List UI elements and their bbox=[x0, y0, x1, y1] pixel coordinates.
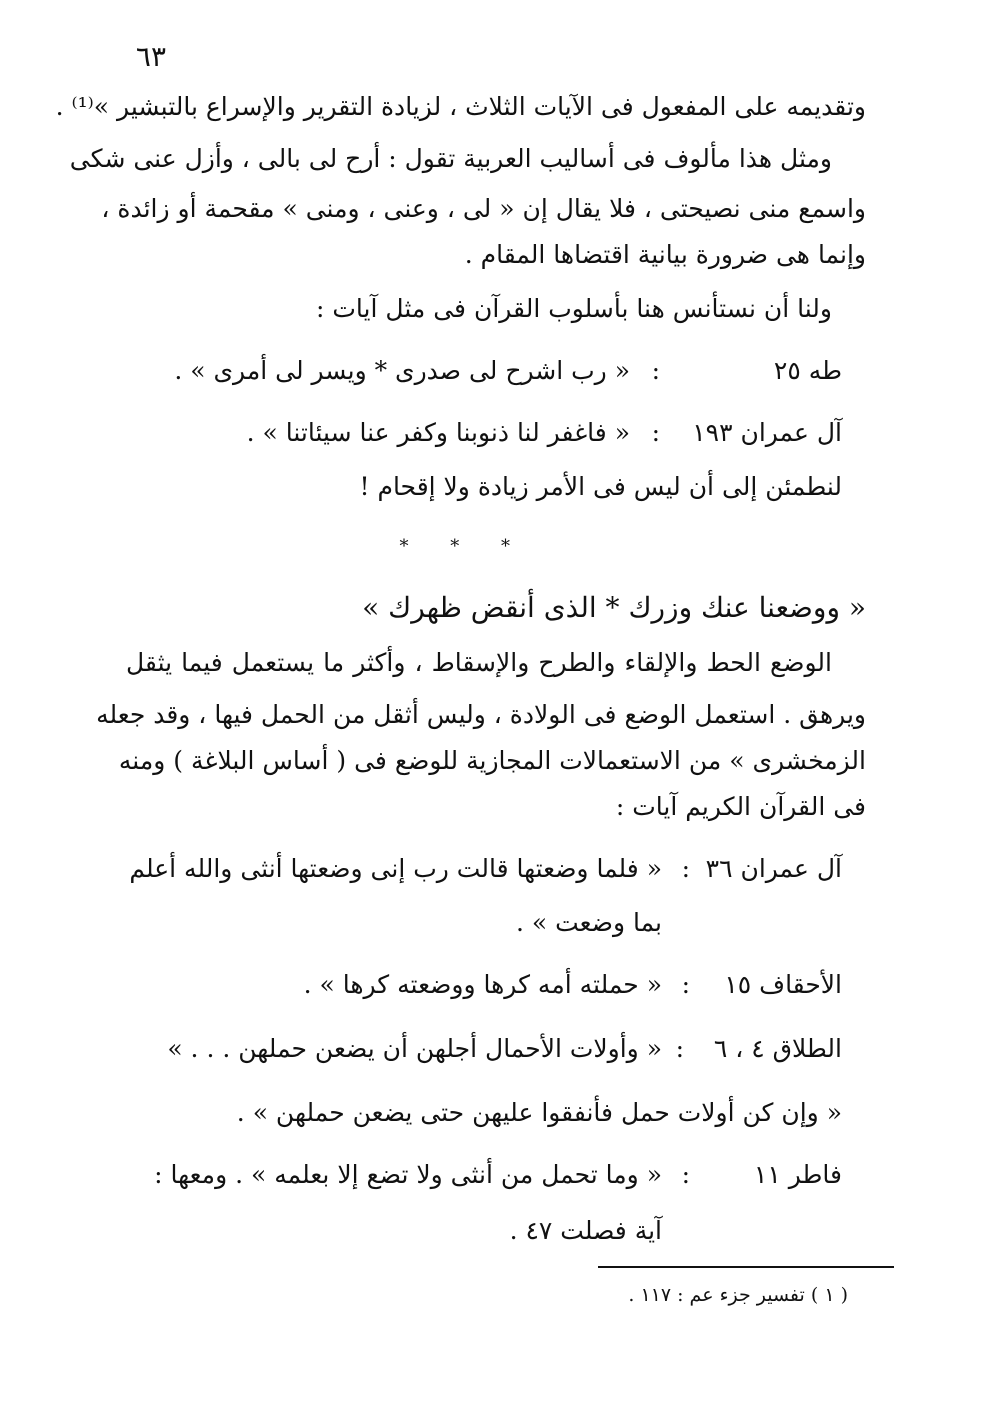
verse-continuation: آية فصلت ٤٧ . bbox=[509, 1216, 662, 1245]
verse-reference: الأحقاف ١٥ bbox=[724, 970, 842, 999]
footnote: ( ١ ) تفسير جزء عم : ١١٧ . bbox=[628, 1284, 848, 1306]
verse-reference: آل عمران ١٩٣ bbox=[692, 418, 842, 447]
verse-separator: : bbox=[651, 418, 660, 447]
paragraph-line: وإنما هى ضرورة بيانية اقتضاها المقام . bbox=[464, 240, 866, 269]
page-number: ٦٣ bbox=[135, 40, 166, 73]
verse-text: « حملته أمه كرها ووضعته كرها » . bbox=[303, 970, 662, 999]
paragraph-line: لنطمئن إلى أن ليس فى الأمر زيادة ولا إقحام ! bbox=[359, 472, 842, 501]
verse-text: « رب اشرح لى صدرى * ويسر لى أمرى » . bbox=[174, 356, 630, 385]
verse-text: « فاغفر لنا ذنوبنا وكفر عنا سيئاتنا » . bbox=[246, 418, 630, 447]
paragraph-line: ولنا أن نستأنس هنا بأسلوب القرآن فى مثل آيات : bbox=[316, 294, 832, 323]
verse-continuation: بما وضعت » . bbox=[515, 908, 662, 937]
verse-text: « فلما وضعتها قالت رب إنى وضعتها أنثى والله أعلم bbox=[129, 854, 662, 883]
paragraph-line: وتقديمه على المفعول فى الآيات الثلاث ، لزيادة التقرير والإسراع بالتبشير »⁽¹⁾ . bbox=[55, 92, 866, 121]
section-separator: * * * bbox=[399, 536, 528, 557]
paragraph-line: واسمع منى نصيحتى ، فلا يقال إن « لى ، وعنى ، ومنى » مقحمة أو زائدة ، bbox=[101, 194, 866, 223]
verse-separator: : bbox=[651, 356, 660, 385]
verse-separator: : bbox=[681, 970, 690, 999]
verse-reference: آل عمران ٣٦ bbox=[705, 854, 842, 883]
paragraph-line: الزمخشرى » من الاستعمالات المجازية للوضع فى ( أساس البلاغة ) ومنه bbox=[118, 746, 866, 775]
verse-separator: : bbox=[681, 854, 690, 883]
verse-separator: : bbox=[675, 1034, 684, 1063]
verse-separator: : bbox=[681, 1160, 690, 1189]
verse-text: « وأولات الأحمال أجلهن أن يضعن حملهن . . . » bbox=[167, 1034, 662, 1063]
verse-reference: طه ٢٥ bbox=[773, 356, 842, 385]
verse-text: « وما تحمل من أنثى ولا تضع إلا بعلمه » . ومعها : bbox=[154, 1160, 662, 1189]
paragraph-line: فى القرآن الكريم آيات : bbox=[615, 792, 866, 821]
paragraph-line: ومثل هذا مألوف فى أساليب العربية تقول : أرح لى بالى ، وأزل عنى شكى bbox=[69, 144, 832, 173]
verse-reference: الطلاق ٤ ، ٦ bbox=[713, 1034, 842, 1063]
paragraph-line: ويرهق . استعمل الوضع فى الولادة ، وليس أثقل من الحمل فيها ، وقد جعله bbox=[96, 700, 866, 729]
verse-continuation: « وإن كن أولات حمل فأنفقوا عليهن حتى يضعن حملهن » . bbox=[236, 1098, 842, 1127]
verse-heading: « ووضعنا عنك وزرك * الذى أنقض ظهرك » bbox=[362, 591, 866, 624]
footnote-divider bbox=[598, 1266, 894, 1268]
verse-reference: فاطر ١١ bbox=[753, 1160, 842, 1189]
paragraph-line: الوضع الحط والإلقاء والطرح والإسقاط ، وأكثر ما يستعمل فيما يثقل bbox=[126, 648, 832, 677]
